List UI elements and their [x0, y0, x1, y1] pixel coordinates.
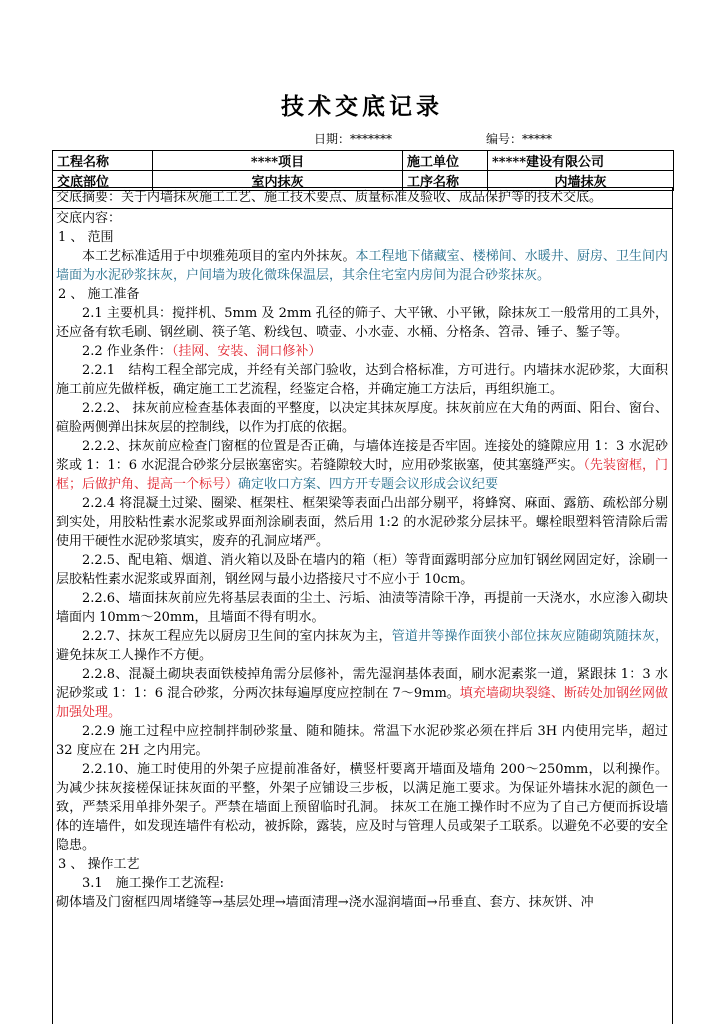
para-2-2-text: 2.2 作业条件：: [82, 344, 172, 359]
process-flow: 砌体墙及门窗框四周堵缝等→基层处理→墙面清理→浇水湿润墙面→吊垂直、套方、抹灰饼、冲: [56, 895, 594, 910]
para-2-2-3-text: 2.2.2、抹灰前应检查门窗框的位置是否正确，与墙体连接是否牢固。连接处的缝隙应用 1：3 水泥砂浆或 1：1：6 水泥混合砂浆分层嵌塞密实。若缝隙较大时，应用砂浆嵌塞，使其塞缝严实。: [56, 439, 668, 473]
summary: 交底摘要：关于内墙抹灰施工工艺、施工技术要点、质量标准及验收、成品保护等的技术交底。: [53, 188, 672, 209]
construction-unit-label: 施工单位: [403, 151, 488, 171]
section-3-heading: 3 、 操作工艺: [58, 857, 140, 872]
header-row-project: [53, 151, 674, 171]
para-2-2-8: [56, 665, 668, 722]
para-2-1: 2.1 主要机具：搅拌机、5mm 及 2mm 孔径的筛子、大平锹、小平锹，除抹灰工一般常用的工具外，还应备有软毛刷、钢丝刷、筷子笔、粉线包、喷壶、小水壶、水桶、分格条、笤帚、锤子、錾子等。: [56, 306, 668, 340]
para-2-2-3-note: （先装窗框，门框；后做护角、提高一个标号）: [56, 458, 668, 492]
para-2-2-3: [56, 437, 668, 494]
para-2-2-7-text: 2.2.7、抹灰工程应先以厨房卫生间的室内抹灰为主，: [82, 629, 392, 644]
number-label: 编号：*****: [486, 132, 553, 146]
para-3-1: 3.1 施工操作工艺流程:: [82, 876, 225, 891]
document-title: 技术交底记录: [281, 93, 443, 120]
para-2-2-8-note: 填充墙砌块裂缝、断砖处加钢丝网做加强处理。: [56, 686, 668, 720]
para-2-2: [56, 342, 668, 361]
para-2-2-4: 2.2.4 将混凝土过梁、圈梁、框架柱、框架梁等表面凸出部分剔平，将蜂窝、麻面、露筋、疏松部分剔到实处，用胶粘性素水泥浆或界面剂涂刷表面，然后用 1:2 的水泥砂浆分层抹平。螺栓眼塑料管清除后需使用干硬性水泥砂浆填实，废弃的孔洞应堵严。: [56, 496, 668, 549]
header-table: [52, 150, 674, 191]
project-name-label: 工程名称: [53, 151, 153, 171]
part-label: 交底部位: [53, 171, 153, 191]
para-2-2-10: 2.2.10、施工时使用的外架子应提前准备好，横竖杆要离开墙面及墙角 200～250mm，以利操作。为减少抹灰接槎保证抹灰面的平整，外架子应铺设三步板，以满足施工要求。为保证外墙抹水泥的颜色一致，严禁采用单排外架子。严禁在墙面上预留临时孔洞。 抹灰工在施工操作时不应为了自己方便而拆设墙体的连墙件，如发现连墙件有松动，被拆除，露装，应及时与管理人员或架子工联系。以避免不必要的安全隐患。: [56, 762, 668, 853]
content-label: 交底内容：: [56, 211, 122, 226]
part-value: 室内抹灰: [153, 171, 403, 191]
para-2-2-note: （挂网、安装、洞口修补）: [171, 344, 322, 359]
para-2-2-5: 2.2.5、配电箱、烟道、消火箱以及卧在墙内的箱（柜）等背面露明部分应加钉钢丝网固定好，涂刷一层胶粘性素水泥浆或界面剂，钢丝网与最小边搭接尺寸不应小于 10cm。: [56, 553, 668, 587]
section-1-heading: 1 、 范围: [58, 230, 114, 245]
para-2-2-3-decision: 确定收口方案、四方开专题会议形成会议纪要: [238, 477, 499, 492]
para-2-2-7-tail: 避免抹灰工人操作不方便。: [56, 648, 213, 663]
para-2-2-8-text: 2.2.8、混凝土砌块表面铁棱掉角需分层修补，需先湿润基体表面，刷水泥素浆一道，紧跟抹 1：3 水泥砂浆或 1：1：6 混合砂浆，分两次抹每遍厚度应控制在 7～9mm。: [56, 667, 668, 701]
content-body: [53, 209, 672, 912]
para-2-2-1: 2.2.1 结构工程全部完成，并经有关部门验收，达到合格标准，方可进行。内墙抹水泥砂浆，大面积施工前应先做样板，确定施工工艺流程，经鉴定合格，并确定施工方法后，再组织施工。: [56, 363, 668, 397]
scope-text: 本工艺标准适用于中坝雅苑项目的室内外抹灰。: [82, 249, 356, 264]
para-2-2-9: 2.2.9 施工过程中应控制拌制砂浆量、随和随抹。常温下水泥砂浆必须在拌后 3H 内使用完毕，超过 32 度应在 2H 之内用完。: [56, 724, 668, 758]
date-label: 日期：*******: [314, 132, 393, 146]
para-2-2-2: 2.2.2、 抹灰前应检查基体表面的平整度，以决定其抹灰厚度。抹灰前应在大角的两面、阳台、窗台、碹脸两侧弹出抹灰层的控制线，以作为打底的依据。: [56, 401, 668, 435]
project-name-value: ****项目: [153, 151, 403, 171]
content-box: [52, 187, 673, 1024]
para-2-2-6: 2.2.6、墙面抹灰前应先将基层表面的尘土、污垢、油渍等清除干净，再提前一天浇水，水应渗入砌块墙面内 10mm～20mm，且墙面不得有明水。: [56, 591, 668, 625]
para-2-2-7: [56, 627, 668, 665]
section-2-heading: 2 、 施工准备: [58, 287, 140, 302]
para-2-2-7-highlight: 管道井等操作面狭小部位抹灰应随砌筑随抹灰，: [391, 629, 668, 644]
process-label: 工序名称: [403, 171, 488, 191]
construction-unit-value: *****建设有限公司: [488, 151, 674, 171]
process-value: 内墙抹灰: [488, 171, 674, 191]
scope-highlight: 本工程地下储藏室、楼梯间、水暖井、厨房、卫生间内墙面为水泥砂浆抹灰，户间墙为玻化微珠保温层，其余住宅室内房间为混合砂浆抹灰。: [56, 249, 668, 283]
section-1-paragraph: [56, 247, 668, 285]
